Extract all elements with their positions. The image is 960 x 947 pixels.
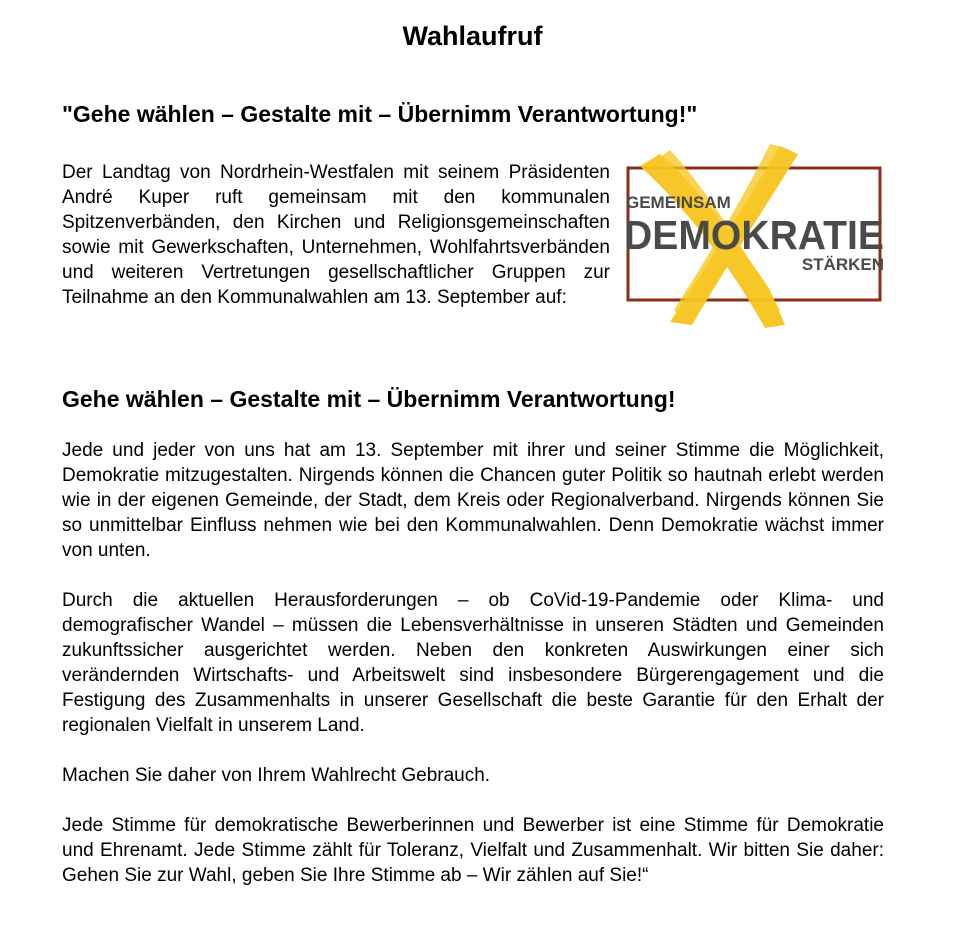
gemeinsam-demokratie-staerken-logo xyxy=(620,140,890,330)
section-heading: Gehe wählen – Gestalte mit – Übernimm Verantwortung! xyxy=(62,386,676,412)
document-subtitle: "Gehe wählen – Gestalte mit – Übernimm Verantwortung!" xyxy=(62,101,698,127)
logo-text-gemeinsam: GEMEINSAM xyxy=(626,193,731,212)
document-title: Wahlaufruf xyxy=(402,21,543,51)
paragraph: Jede und jeder von uns hat am 13. September mit ihrer und seiner Stimme die Möglichkeit, Demokratie mitzugestalten. Nirgends können die Chancen guter Politik so hautnah erlebt werden wie in der eigenen Gemeinde, der Stadt, dem Kreis oder Regionalverband. Nirgends können Sie so unmittelbar Einfluss nehmen wie bei den Kommunalwahlen. Denn Demokratie wächst immer von unten. xyxy=(62,440,884,561)
body-text xyxy=(62,438,884,888)
paragraph: Durch die aktuellen Herausforderungen – ob CoVid-19-Pandemie oder Klima- und demografischer Wandel – müssen die Lebensverhältnisse in unseren Städten und Gemeinden zukunftssicher ausgerichtet werden. Neben den konkreten Auswirkungen einer sich verändernden Wirtschafts- und Arbeitswelt sind insbesondere Bürgerengagement und die Festigung des Zusammenhalts in unserer Gesellschaft die beste Garantie für den Erhalt der regionalen Vielfalt in unserem Land. xyxy=(62,590,884,736)
logo-text-staerken: STÄRKEN xyxy=(801,255,884,274)
logo-graphic xyxy=(620,140,890,330)
paragraph: Machen Sie daher von Ihrem Wahlrecht Gebrauch. xyxy=(62,765,491,786)
paragraph: Jede Stimme für demokratische Bewerberinnen und Bewerber ist eine Stimme für Demokratie und Ehrenamt. Jede Stimme zählt für Toleranz, Vielfalt und Zusammenhalt. Wir bitten Sie daher: Gehen Sie zur Wahl, geben Sie Ihre Stimme ab – Wir zählen auf Sie!“ xyxy=(62,815,884,886)
logo-text-demokratie: DEMOKRATIE xyxy=(624,212,884,258)
intro-paragraph: Der Landtag von Nordrhein-Westfalen mit seinem Präsidenten André Kuper ruft gemeinsam mit den kommunalen Spitzenverbänden, den Kirchen und Religionsgemeinschaften sowie mit Gewerkschaften, Unternehmen, Wohlfahrtsverbänden und weiteren Vertretungen gesellschaftlicher Gruppen zur Teilnahme an den Kommunalwahlen am 13. September auf: xyxy=(62,162,610,308)
